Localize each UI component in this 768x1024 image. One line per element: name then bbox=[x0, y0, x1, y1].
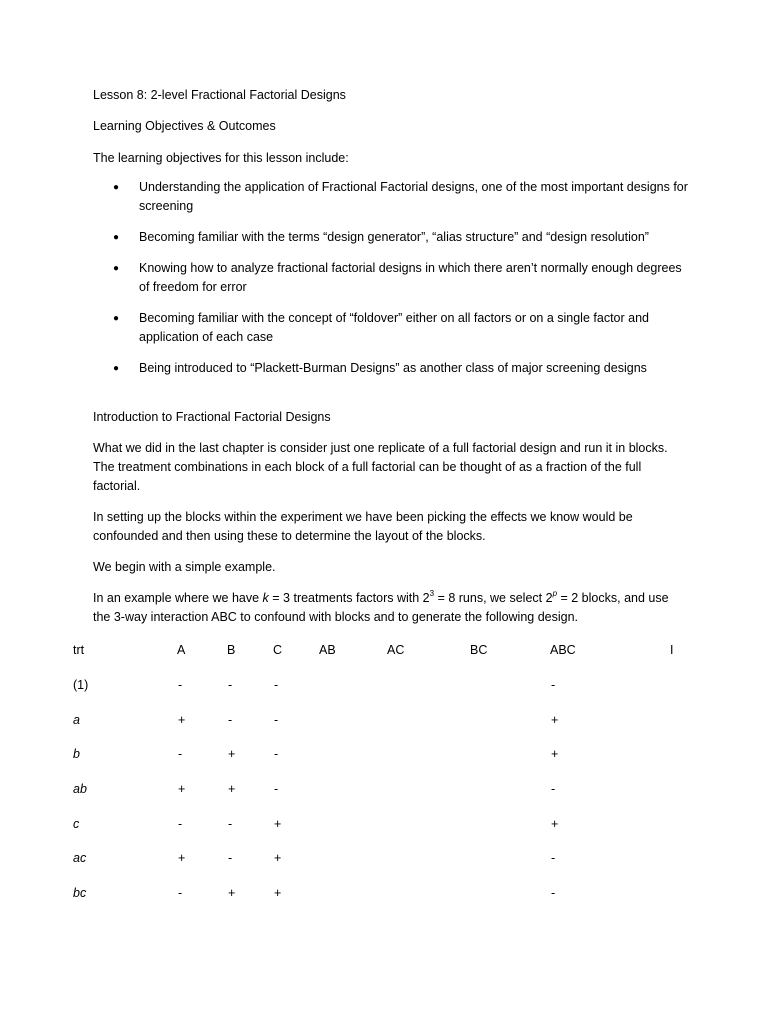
objective-item bbox=[93, 259, 693, 297]
table-cell: + bbox=[228, 747, 236, 761]
table-cell: + bbox=[228, 782, 236, 796]
objectives-intro: The learning objectives for this lesson include: bbox=[93, 151, 349, 165]
table-cell: + bbox=[178, 851, 186, 865]
table-header-b: B bbox=[227, 643, 236, 657]
table-cell: + bbox=[274, 851, 282, 865]
objective-item bbox=[93, 309, 693, 347]
objective-text: Becoming familiar with the terms “design generator”, “alias structure” and “design resolution” bbox=[139, 230, 649, 244]
table-cell: + bbox=[551, 713, 559, 727]
table-cell: + bbox=[551, 817, 559, 831]
objectives-heading: Learning Objectives & Outcomes bbox=[93, 119, 276, 133]
table-header-c: C bbox=[273, 643, 283, 657]
table-header-ac: AC bbox=[387, 643, 405, 657]
table-cell: - bbox=[551, 886, 556, 900]
table-header-a: A bbox=[177, 643, 186, 657]
table-cell: - bbox=[551, 678, 556, 692]
table-cell: - bbox=[178, 817, 183, 831]
objective-item bbox=[93, 228, 693, 247]
table-row-label: ac bbox=[73, 851, 87, 865]
paragraph-2: In setting up the blocks within the experiment we have been picking the effects we know would be confounded and then using these to determine the layout of the blocks. bbox=[93, 510, 633, 543]
table-cell: - bbox=[551, 782, 556, 796]
table-header-ab: AB bbox=[319, 643, 336, 657]
para4-text-2: = 3 treatments factors with 2 bbox=[268, 591, 430, 605]
objective-text: Understanding the application of Fractional Factorial designs, one of the most important designs for screening bbox=[139, 180, 688, 213]
table-cell: - bbox=[274, 747, 279, 761]
paragraph-4 bbox=[93, 589, 683, 627]
table-row-label: b bbox=[73, 747, 80, 761]
table-cell: - bbox=[178, 747, 183, 761]
paragraph-1: What we did in the last chapter is consider just one replicate of a full factorial design and run it in blocks. The treatment combinations in each block of a full factorial can be thought of as a fraction of the full factorial. bbox=[93, 441, 668, 493]
intro-heading: Introduction to Fractional Factorial Designs bbox=[93, 410, 331, 424]
lesson-title: Lesson 8: 2-level Fractional Factorial Designs bbox=[93, 88, 346, 102]
table-cell: + bbox=[274, 817, 282, 831]
table-cell: - bbox=[228, 713, 233, 727]
para4-text-4: = 2 blocks, and use the 3-way interaction ABC to confound with blocks and to generate the following design. bbox=[93, 591, 669, 624]
table-cell: + bbox=[551, 747, 559, 761]
table-cell: - bbox=[228, 817, 233, 831]
table-cell: - bbox=[274, 782, 279, 796]
table-cell: - bbox=[178, 678, 183, 692]
table-row-label: a bbox=[73, 713, 80, 727]
bullet-icon: ● bbox=[113, 313, 120, 324]
table-header-bc: BC bbox=[470, 643, 488, 657]
objective-item bbox=[93, 178, 693, 216]
bullet-icon: ● bbox=[113, 232, 120, 243]
table-row-label: ab bbox=[73, 782, 87, 796]
paragraph-3: We begin with a simple example. bbox=[93, 560, 276, 574]
table-cell: - bbox=[274, 678, 279, 692]
table-row-label: bc bbox=[73, 886, 87, 900]
table-header-trt: trt bbox=[73, 643, 85, 657]
table-cell: + bbox=[274, 886, 282, 900]
bullet-icon: ● bbox=[113, 263, 120, 274]
table-cell: + bbox=[228, 886, 236, 900]
para4-sup-1: 3 bbox=[429, 589, 435, 598]
objective-text: Knowing how to analyze fractional factorial designs in which there aren’t normally enough degrees of freedom for error bbox=[139, 261, 682, 294]
table-header-i: I bbox=[670, 643, 674, 657]
table-cell: - bbox=[274, 713, 279, 727]
bullet-icon: ● bbox=[113, 363, 120, 374]
objective-text: Being introduced to “Plackett-Burman Designs” as another class of major screening designs bbox=[139, 361, 647, 375]
table-cell: + bbox=[178, 782, 186, 796]
table-cell: - bbox=[178, 886, 183, 900]
para4-k: k bbox=[262, 591, 269, 605]
table-header-abc: ABC bbox=[550, 643, 576, 657]
para4-text-1: In an example where we have bbox=[93, 591, 263, 605]
table-cell: - bbox=[228, 851, 233, 865]
bullet-icon: ● bbox=[113, 182, 120, 193]
objective-item bbox=[93, 359, 693, 378]
table-row-label: (1) bbox=[73, 678, 89, 692]
para4-sup-2: p bbox=[552, 589, 558, 598]
table-cell: + bbox=[178, 713, 186, 727]
table-cell: - bbox=[551, 851, 556, 865]
table-row-label: c bbox=[73, 817, 80, 831]
table-cell: - bbox=[228, 678, 233, 692]
objectives-list bbox=[93, 178, 693, 390]
para4-text-3: = 8 runs, we select 2 bbox=[434, 591, 553, 605]
objective-text: Becoming familiar with the concept of “foldover” either on all factors or on a single factor and application of each case bbox=[139, 311, 649, 344]
